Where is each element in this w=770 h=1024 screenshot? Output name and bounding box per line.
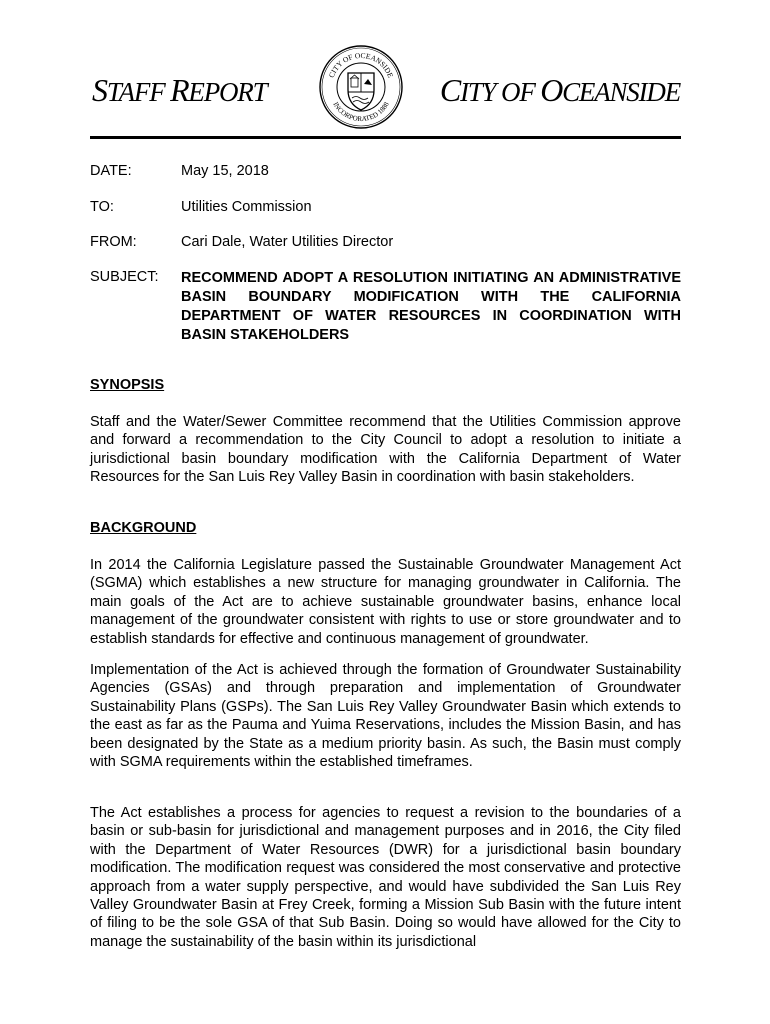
synopsis-paragraph: Staff and the Water/Sewer Committee recommend that the Utilities Commission approve and forward a recommendation to the City Council to adopt a resolution to initiate a jurisdictional basin boundary modification with the California Department of Water Resources for the San Luis Rey Valley Basin in coordination with basin stakeholders. [90, 414, 681, 486]
seal-bottom-text: INCORPORATED 1888 [331, 100, 391, 124]
from-label: FROM: [90, 234, 137, 250]
synopsis-heading: SYNOPSIS [90, 377, 165, 393]
city-of-oceanside-title: CITY OF OCEANSIDE [439, 72, 680, 108]
background-heading: BACKGROUND [90, 520, 197, 536]
to-label: TO: [90, 199, 114, 215]
staff-report-title: STAFF REPORT [92, 72, 267, 108]
background-paragraph-2: Implementation of the Act is achieved through the formation of Groundwater Sustainability Agencies (GSAs) and through preparation and implementation of Groundwater Sustainability Plans (GSPs). The San Luis Rey Valley Groundwater Basin which extends to the east as far as the Pauma and Yuima Reservations, includes the Mission Basin, and has been designated by the State as a medium priority basin. As such, the Basin must comply with SGMA requirements within the established timeframes. [90, 662, 681, 771]
city-seal-logo [318, 44, 404, 130]
subject-value: RECOMMEND ADOPT A RESOLUTION INITIATING AN ADMINISTRATIVE BASIN BOUNDARY MODIFICATION WITH THE CALIFORNIA DEPARTMENT OF WATER RESOURCES IN COORDINATION WITH BASIN STAKEHOLDERS [181, 270, 681, 343]
to-value: Utilities Commission [181, 199, 312, 215]
background-paragraph-3: The Act establishes a process for agencies to request a revision to the boundaries of a basin or sub-basin for jurisdictional and management purposes and in 2016, the City filed with the Department of Water Resources (DWR) for a jurisdictional basin boundary modification. The modification request was considered the most conservative and protective approach from a water supply perspective, and would have subdivided the San Luis Rey Valley Groundwater Basin at Frey Creek, forming a Mission Sub Basin with the future intent of filing to be the sole GSA of that Sub Basin. Doing so would have allowed for the City to manage the sustainability of the basin within its jurisdictional [90, 805, 681, 950]
subject-label: SUBJECT: [90, 269, 159, 285]
date-label: DATE: [90, 163, 132, 179]
date-value: May 15, 2018 [181, 163, 269, 179]
seal-top-text: CITY OF OCEANSIDE [326, 50, 396, 79]
background-paragraph-1: In 2014 the California Legislature passed the Sustainable Groundwater Management Act (SGMA) which establishes a new structure for managing groundwater in California. The main goals of the Act are to achieve sustainable groundwater basins, enhance local management of the groundwater consistent with rights to use or store groundwater and to establish standards for effective and continuous management of groundwater. [90, 557, 681, 647]
header-divider [90, 136, 681, 139]
from-value: Cari Dale, Water Utilities Director [181, 234, 394, 250]
